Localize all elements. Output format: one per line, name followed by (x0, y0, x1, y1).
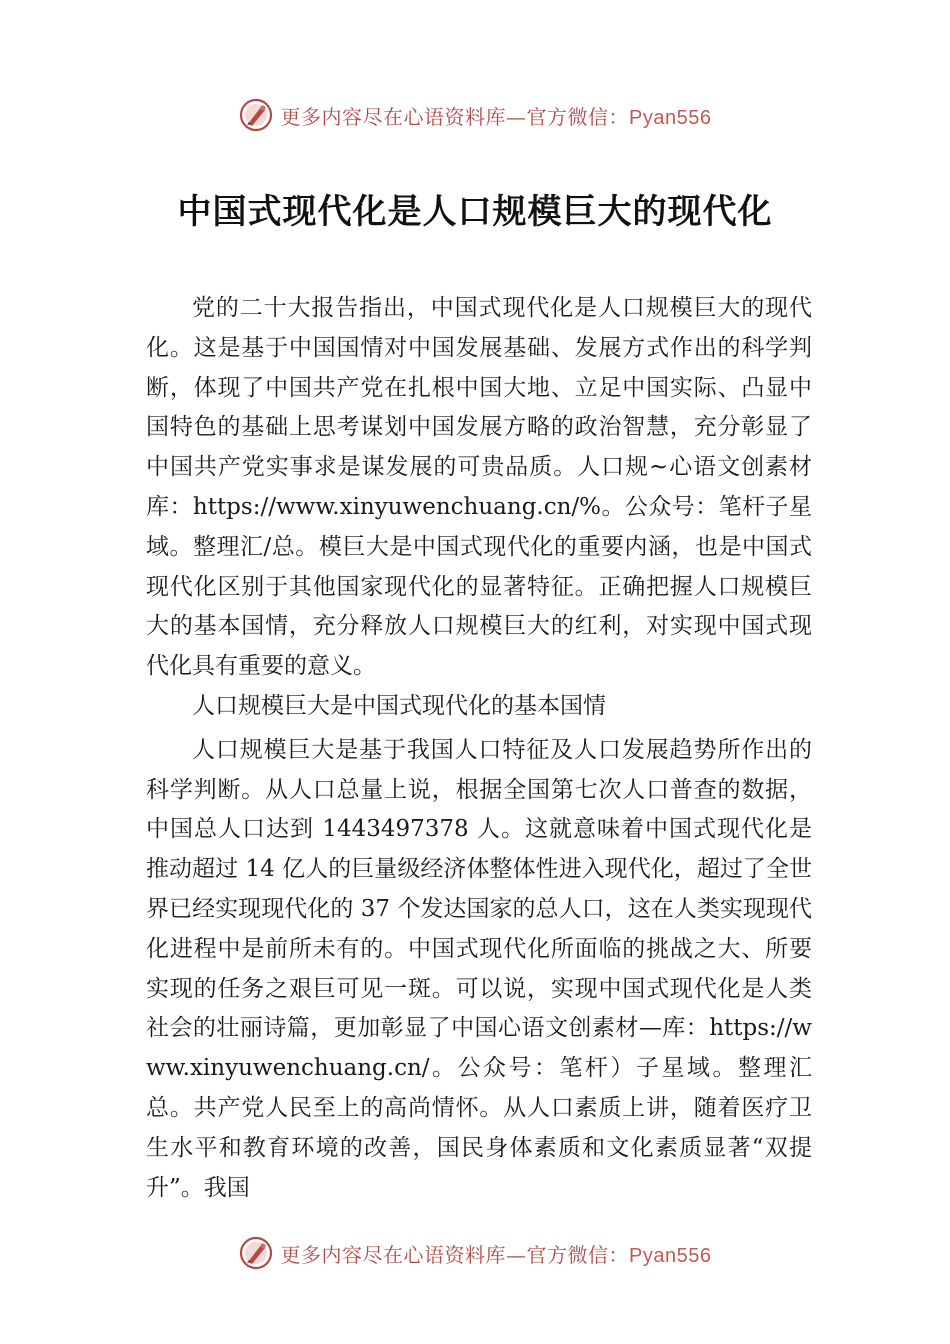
footer-banner (0, 1233, 950, 1273)
header-banner (0, 95, 950, 135)
paragraph: 人口规模巨大是基于我国人口特征及人口发展趋势所作出的科学判断。从人口总量上说，根据全国第七次人口普查的数据，中国总人口达到 1443497378 人。这就意味着中国式现代化是推动超过 14 亿人的巨量级经济体整体性进入现代化，超过了全世界已经实现现代化的 37 个发达国家的总人口，这在人类实现现代化进程中是前所未有的。中国式现代化所面临的挑战之大、所要实现的任务之艰巨可见一斑。可以说，实现中国式现代化是人类社会的壮丽诗篇，更加彰显了中国心语文创素材—库：https://www.xinyuwenchuang.cn/。公众号：笔杆）子星域。整理汇总。共产党人民至上的高尚情怀。从人口素质上讲，随着医疗卫生水平和教育环境的改善，国民身体素质和文化素质显著“双提升”。我国 (146, 736, 812, 1201)
quill-seal-logo-icon (239, 1236, 273, 1270)
paragraph: 党的二十大报告指出，中国式现代化是人口规模巨大的现代化。这是基于中国国情对中国发展基础、发展方式作出的科学判断，体现了中国共产党在扎根中国大地、立足中国实际、凸显中国特色的基础上思考谋划中国发展方略的政治智慧，充分彰显了中国共产党实事求是谋发展的可贵品质。人口规~心语文创素材库：https://www.xinyuwenchuang.cn/%。公众号：笔杆子星域。整理汇/总。模巨大是中国式现代化的重要内涵，也是中国式现代化区别于其他国家现代化的显著特征。正确把握人口规模巨大的基本国情，充分释放人口规模巨大的红利，对实现中国式现代化具有重要的意义。 (146, 295, 812, 680)
banner-text: 更多内容尽在心语资料库—官方微信：Pyan556 (280, 104, 712, 129)
section-heading: 人口规模巨大是中国式现代化的基本国情 (192, 692, 606, 719)
article-body (146, 289, 812, 1208)
wechat-id: Pyan556 (629, 1244, 712, 1267)
page-title: 中国式现代化是人口规模巨大的现代化 (177, 192, 773, 232)
banner-text: 更多内容尽在心语资料库—官方微信：Pyan556 (280, 1242, 712, 1267)
wechat-id: Pyan556 (629, 106, 712, 129)
quill-seal-logo-icon (239, 98, 273, 132)
